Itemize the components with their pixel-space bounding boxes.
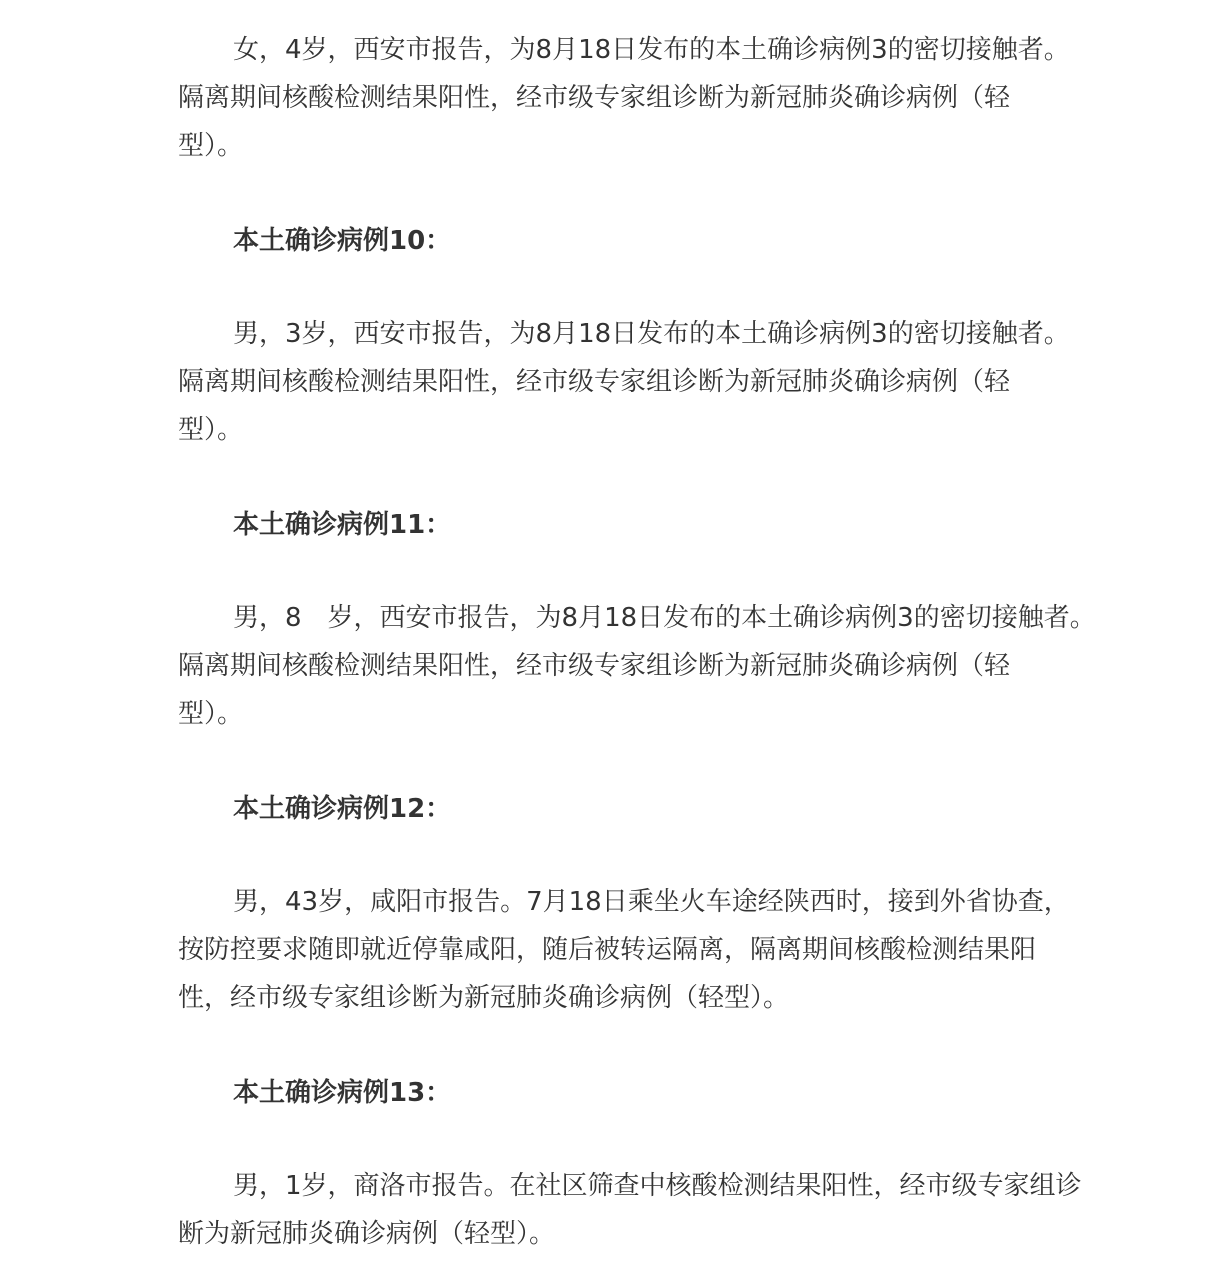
paragraph-line: 男，8 岁，西安市报告，为8月18日发布的本土确诊病例3的密切接触者。 [233,603,1096,633]
paragraph-line: 型）。 [178,415,244,445]
case-13-paragraph [178,1162,1178,1258]
paragraph-line: 型）。 [178,699,244,729]
paragraph-line: 女，4岁，西安市报告，为8月18日发布的本土确诊病例3的密切接触者。 [233,35,1070,65]
case-9-paragraph [178,26,1178,170]
paragraph-line: 断为新冠肺炎确诊病例（轻型）。 [178,1219,556,1249]
paragraph-line: 男，3岁，西安市报告，为8月18日发布的本土确诊病例3的密切接触者。 [233,319,1070,349]
case-10-paragraph [178,310,1178,454]
paragraph-line: 男，1岁，商洛市报告。在社区筛查中核酸检测结果阳性，经市级专家组诊 [233,1171,1082,1201]
case-10-heading: 本土确诊病例10： [233,226,452,256]
case-12-paragraph [178,878,1178,1022]
paragraph-line: 型）。 [178,131,244,161]
case-12-heading: 本土确诊病例12： [233,794,452,824]
paragraph-line: 隔离期间核酸检测结果阳性，经市级专家组诊断为新冠肺炎确诊病例（轻 [178,651,1011,681]
case-11-paragraph [178,594,1178,738]
paragraph-line: 性，经市级专家组诊断为新冠肺炎确诊病例（轻型）。 [178,983,790,1013]
paragraph-line: 按防控要求随即就近停靠咸阳，随后被转运隔离，隔离期间核酸检测结果阳 [178,935,1037,965]
case-11-heading: 本土确诊病例11： [233,510,452,540]
paragraph-line: 隔离期间核酸检测结果阳性，经市级专家组诊断为新冠肺炎确诊病例（轻 [178,83,1011,113]
case-13-heading: 本土确诊病例13： [233,1078,452,1108]
paragraph-line: 隔离期间核酸检测结果阳性，经市级专家组诊断为新冠肺炎确诊病例（轻 [178,367,1011,397]
paragraph-line: 男，43岁，咸阳市报告。7月18日乘坐火车途经陕西时，接到外省协查， [233,887,1070,917]
